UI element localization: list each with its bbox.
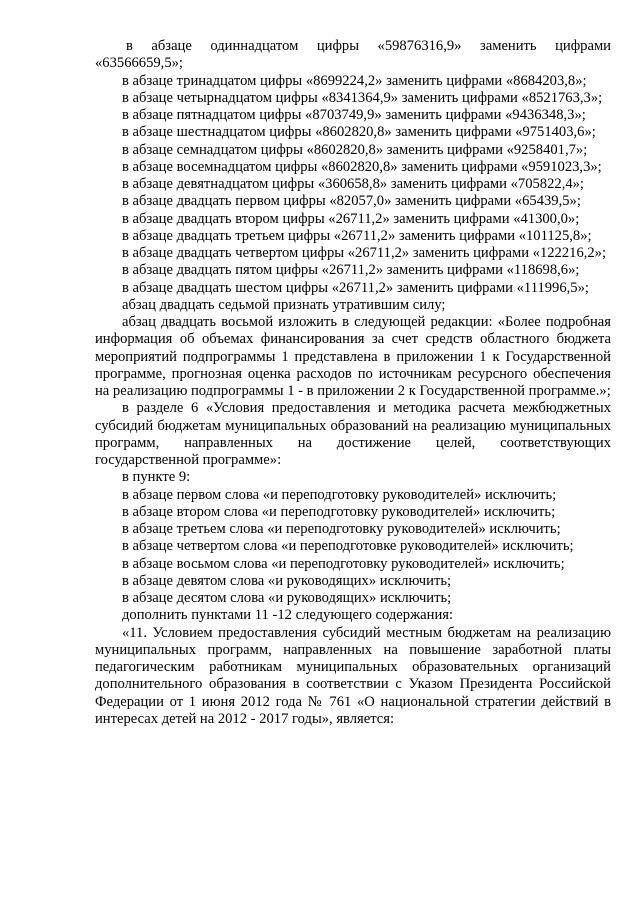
paragraph-21: в абзаце третьем слова «и переподготовку руководителей» исключить; xyxy=(122,521,561,537)
paragraph-16: абзац двадцать восьмой изложить в следующей редакции: «Более подробная информация об объемах финансирования за счет средств областного бюджета мероприятий подпрограммы 1 представлена в приложении 1 к Государственной программе, прогнозная оценка расходов по источникам ресурсного обеспечения на реализацию подпрограммы 1 - в приложении 2 к Государственной программе.»; xyxy=(95,314,611,399)
paragraph-2: в абзаце тринадцатом цифры «8699224,2» заменить цифрами «8684203,8»; xyxy=(122,72,587,89)
document-page xyxy=(95,38,611,728)
paragraph-25: в абзаце десятом слова «и руководящих» исключить; xyxy=(122,590,452,606)
paragraph-17: в разделе 6 «Условия предоставления и методика расчета межбюджетных субсидий бюджетам муниципальных образований на реализацию муниципальных программ, направленных на достижение целей, соответствующих государственной программе»: xyxy=(95,400,611,468)
paragraph-18: в пункте 9: xyxy=(122,469,191,486)
paragraph-6: в абзаце семнадцатом цифры «8602820,8» заменить цифрами «9258401,7»; xyxy=(122,141,588,158)
paragraph-1: в абзаце одиннадцатом цифры «59876316,9» заменить цифрами «63566659,5»; xyxy=(95,38,611,72)
paragraph-7: в абзаце восемнадцатом цифры «8602820,8» заменить цифрами «9591023,3»; xyxy=(122,158,602,175)
paragraph-12: в абзаце двадцать четвертом цифры «26711,2» заменить цифрами «122216,2»; xyxy=(122,245,607,261)
paragraph-11: в абзаце двадцать третьем цифры «26711,2» заменить цифрами «101125,8»; xyxy=(122,227,592,244)
paragraph-19: в абзаце первом слова «и переподготовку руководителей» исключить; xyxy=(122,486,557,503)
paragraph-10: в абзаце двадцать втором цифры «26711,2» заменить цифрами «41300,0»; xyxy=(122,210,580,227)
paragraph-9: в абзаце двадцать первом цифры «82057,0» заменить цифрами «65439,5»; xyxy=(122,193,581,210)
paragraph-13: в абзаце двадцать пятом цифры «26711,2» заменить цифрами «118698,6»; xyxy=(122,262,580,279)
paragraph-23: в абзаце восьмом слова «и переподготовку руководителей» исключить; xyxy=(122,555,565,572)
paragraph-3: в абзаце четырнадцатом цифры «8341364,9» заменить цифрами «8521763,3»; xyxy=(122,89,603,106)
paragraph-20: в абзаце втором слова «и переподготовку руководителей» исключить; xyxy=(122,503,556,520)
paragraph-27: «11. Условием предоставления субсидий местным бюджетам на реализацию муниципальных программ, направленных на повышение заработной платы педагогическим работникам муниципальных образовательных организаций дополнительного образования в соответствии с Указом Президента Российской Федерации от 1 июня 2012 года № 761 «О национальной стратегии действий в интересах детей на 2012 - 2017 годы», является: xyxy=(95,624,611,727)
paragraph-26: дополнить пунктами 11 -12 следующего содержания: xyxy=(122,607,454,624)
paragraph-15: абзац двадцать седьмой признать утратившим силу; xyxy=(122,296,446,313)
paragraph-5: в абзаце шестнадцатом цифры «8602820,8» заменить цифрами «9751403,6»; xyxy=(122,124,596,141)
paragraph-4: в абзаце пятнадцатом цифры «8703749,9» заменить цифрами «9436348,3»; xyxy=(122,107,586,123)
paragraph-14: в абзаце двадцать шестом цифры «26711,2» заменить цифрами «111996,5»; xyxy=(122,279,589,296)
paragraph-22: в абзаце четвертом слова «и переподготовке руководителей» исключить; xyxy=(122,538,574,555)
paragraph-24: в абзаце девятом слова «и руководящих» исключить; xyxy=(122,572,452,589)
paragraph-8: в абзаце девятнадцатом цифры «360658,8» заменить цифрами «705822,4»; xyxy=(122,176,584,192)
